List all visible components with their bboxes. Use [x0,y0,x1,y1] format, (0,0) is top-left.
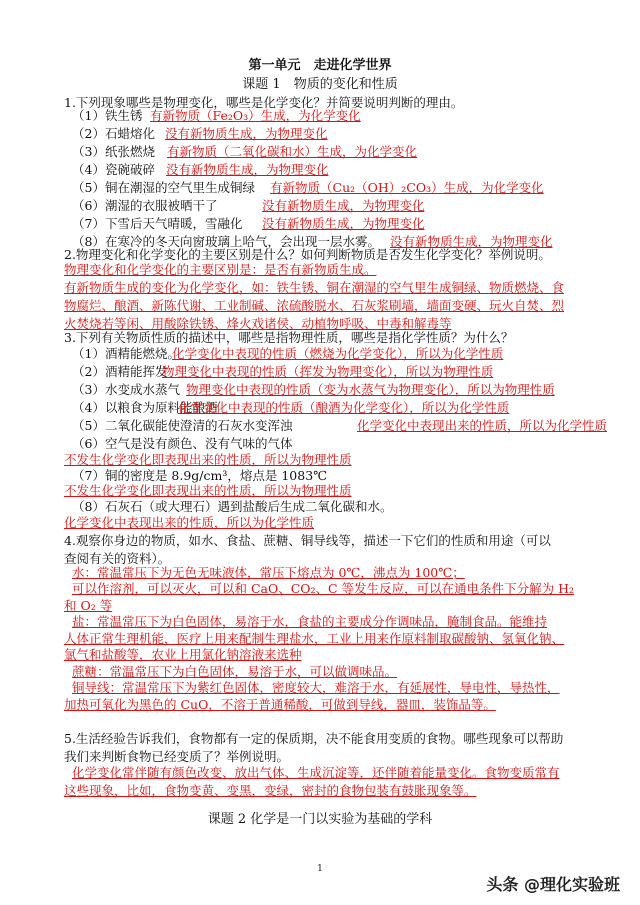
q4-answer-line: 铜导线：常温常压下为紫红色固体，密度较大，难溶于水，有延展性，导电性，导热性， [72,680,560,695]
q4-answer-line: 氯气和盐酸等，农业上用氯化钠溶液来选种 [64,647,302,662]
q2-answer-line: 火焚烧若等闲、用酸除铁锈、烽火戏诸侯、动植物呼吸、中毒和解毒等 [64,316,452,331]
q4-answer-line: 水：常温常压下为无色无味液体，常压下熔点为 0℃，沸点为 100℃； [72,565,465,580]
q1-item-answer: 没有新物质生成，为物理变化 [166,162,329,177]
q1-item-label: （2）石蜡熔化 [72,126,155,141]
topic-2-title: 课题 2 化学是一门以实验为基础的学科 [207,812,433,827]
q3-item-label: （6）空气是没有颜色、没有气味的气体 [72,436,293,451]
q1-item-label: （5）铜在潮湿的空气里生成铜绿 [72,180,255,195]
q1-item-label: （3）纸张燃烧 [72,144,155,159]
q3-item-answer: 物理变化中表现的性质（挥发为物理变化），所以为物理性质 [162,364,494,379]
question-3-stem: 3.下列有关物质性质的描述中，哪些是指物理性质，哪些是指化学性质？为什么？ [64,330,514,345]
q1-item-answer: 没有新物质生成，为物理变化 [262,216,425,231]
q3-item-label: （5）二氧化碳能使澄清的石灰水变浑浊 [72,418,293,433]
q4-answer-line: 盐：常温常压下为白色固体，易溶于水，食盐的主要成分作调味品，腌制食品。能维持 [72,614,548,629]
q4-answer-line: 和 O₂ 等 [64,598,113,613]
q1-item-label: （8）在寒冷的冬天向窗玻璃上哈气，会出现一层水雾。 [72,234,380,249]
q1-item-label: （6）潮湿的衣服被晒干了 [72,198,218,213]
question-2-stem: 2.物理变化和化学变化的主要区别是什么？如何判断物质是否发生化学变化？举例说明。 [64,247,551,262]
q3-item-answer: 不发生化学变化即表现出来的性质，所以为物理性质 [64,452,352,467]
q1-item-label: （1）铁生锈 [72,108,143,123]
q3-item-label: （2）酒精能挥发 [72,364,168,379]
question-1-stem: 1.下列现象哪些是物理变化，哪些是化学变化？并简要说明判断的理由。 [64,95,464,110]
q5-answer-line: 化学变化常伴随有颜色改变、放出气体、生成沉淀等，还伴随着能量变化。食物变质常有 [72,765,560,780]
q3-item-answer: 物理变化中表现的性质（变为水蒸气为物理变化），所以为物理性质 [186,382,555,397]
q3-item-answer: 化学变化中表现的性质（燃烧为化学变化），所以为化学性质 [172,346,504,361]
q5-answer-line: 这些现象，比如，食物变黄、变黑，变绿，密封的食物包装有鼓胀现象等。 [64,783,477,798]
q3-item-answer: 化学变化中表现出来的性质，所以为化学性质 [64,515,315,530]
q1-item-answer: 有新物质（二氧化碳和水）生成，为化学变化 [167,144,418,159]
q4-answer-line: 可以作溶剂，可以灭火，可以和 CaO、CO₂、C 等发生反应，可以在通电条件下分解为 H₂ [72,581,574,596]
unit-title: 第一单元 走进化学世界 [248,58,392,73]
q1-item-answer: 有新物质（Fe₂O₃）生成，为化学变化 [150,108,361,123]
q3-item-label: （3）水变成水蒸气 [72,382,180,397]
question-4-stem-line-2: 查阅有关的资料）。 [64,551,171,566]
q1-item-label: （4）瓷碗破碎 [72,162,155,177]
q2-answer-line: 物腐烂、酿酒、新陈代谢、工业制碱、浓硫酸脱水、石灰浆刷墙，墙面变硬、玩火自焚、烈 [64,298,565,313]
q2-answer-line: 有新物质生成的变化为化学变化，如：铁生锈、铜在潮湿的空气里生成铜绿、物质燃烧、食 [64,280,565,295]
q1-item-label: （7）下雪后天气晴暖，雪融化 [72,216,243,231]
question-4-stem-line-1: 4.观察你身边的物质，如水、食盐、蔗糖、铜导线等，描述一下它们的性质和用途（可以 [64,533,551,548]
q2-answer-line: 物理变化和化学变化的主要区别是：是否有新物质生成。 [64,262,377,277]
q3-item-answer: 化学变化中表现出来的性质，所以为化学性质 [357,418,608,433]
q3-item-label: （4）以粮食为原料能酿酒 [72,400,218,415]
q3-item-answer: 不发生化学变化即表现出来的性质，所以为物理性质 [64,483,352,498]
q4-answer-line: 人体正常生理机能，医疗上用来配制生理盐水，工业上用来作原料制取碳酸钠、氢氧化钠、 [64,631,565,646]
watermark: 头条 @理化实验班 [486,875,620,894]
q4-answer-line: 加热可氧化为黑色的 CuO，不溶于普通稀酸，可做到导线，器皿，装饰品等。 [64,697,496,712]
topic-1-title: 课题 1 物质的变化和性质 [242,77,398,92]
q3-item-answer: 化学变化中表现的性质（酿酒为化学变化），所以为化学性质 [178,400,510,415]
q3-item-label: （7）铜的密度是 8.9g/cm³，熔点是 1083℃ [72,468,328,483]
q1-item-answer: 有新物质（Cu₂（OH）₂CO₃）生成，为化学变化 [270,180,544,195]
q4-answer-line: 蔗糖：常温常压下为白色固体，易溶于水，可以做调味品。 [72,664,398,679]
q1-item-answer: 没有新物质生成，为物理变化 [390,234,553,249]
question-5-stem-line-1: 5.生活经验告诉我们，食物都有一定的保质期，决不能食用变质的食物。哪些现象可以帮助 [64,731,564,746]
q3-item-label: （1）酒精能燃烧。 [72,346,180,361]
page-number: 1 [317,864,323,874]
q1-item-answer: 没有新物质生成，为物理变化 [165,126,328,141]
q1-item-answer: 没有新物质生成，为物理变化 [262,198,425,213]
q3-item-label: （8）石灰石（或大理石）遇到盐酸后生成二氧化碳和水。 [72,499,393,514]
question-5-stem-line-2: 我们来判断食物已经变质了？举例说明。 [64,749,290,764]
